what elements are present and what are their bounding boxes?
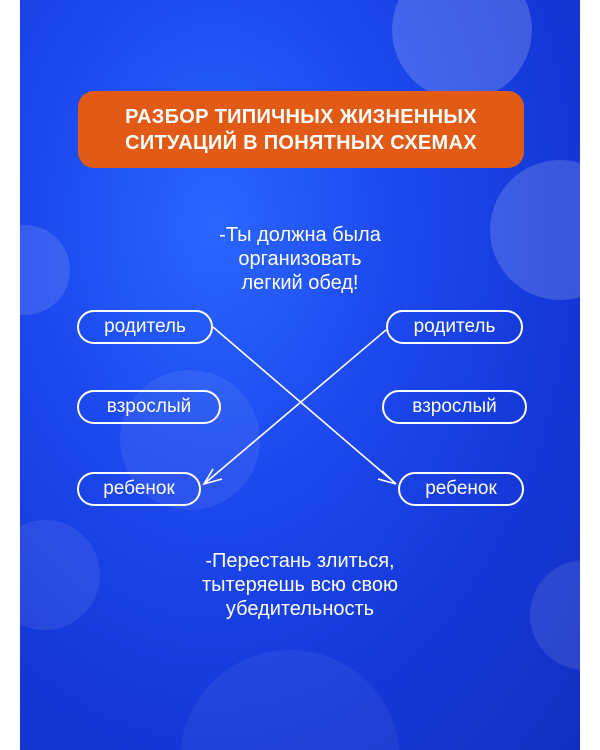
poster xyxy=(20,0,580,750)
decorative-circle xyxy=(392,0,532,100)
top-quote-line-3: легкий обед! xyxy=(241,272,359,294)
decorative-circle xyxy=(20,225,70,315)
top-quote xyxy=(190,223,410,295)
left-adult-node: взрослый xyxy=(77,390,221,424)
top-quote-line-1: -Ты должна была xyxy=(219,224,381,246)
right-child-node: ребенок xyxy=(398,472,524,506)
bottom-quote-line-3: убедительность xyxy=(225,598,375,620)
top-quote-line-2: организовать xyxy=(238,248,362,270)
arrow-head-right xyxy=(378,471,396,484)
title-line-2: СИТУАЦИЙ В ПОНЯТНЫХ СХЕМАХ xyxy=(125,131,477,154)
decorative-circle xyxy=(490,160,580,300)
right-parent-node: родитель xyxy=(386,310,523,344)
right-adult-node: взрослый xyxy=(382,390,527,424)
title-line-1: РАЗБОР ТИПИЧНЫХ ЖИЗНЕННЫХ xyxy=(125,105,477,128)
decorative-circle xyxy=(530,560,580,670)
title-banner xyxy=(78,91,524,168)
bottom-quote-line-1: -Перестань злиться, xyxy=(205,550,395,572)
bottom-quote xyxy=(170,549,430,621)
left-child-node: ребенок xyxy=(77,472,201,506)
decorative-circle xyxy=(20,520,100,630)
bottom-quote-line-2: тытеряешь всю свою xyxy=(202,574,398,596)
decorative-circle xyxy=(180,650,400,750)
left-parent-node: родитель xyxy=(77,310,213,344)
